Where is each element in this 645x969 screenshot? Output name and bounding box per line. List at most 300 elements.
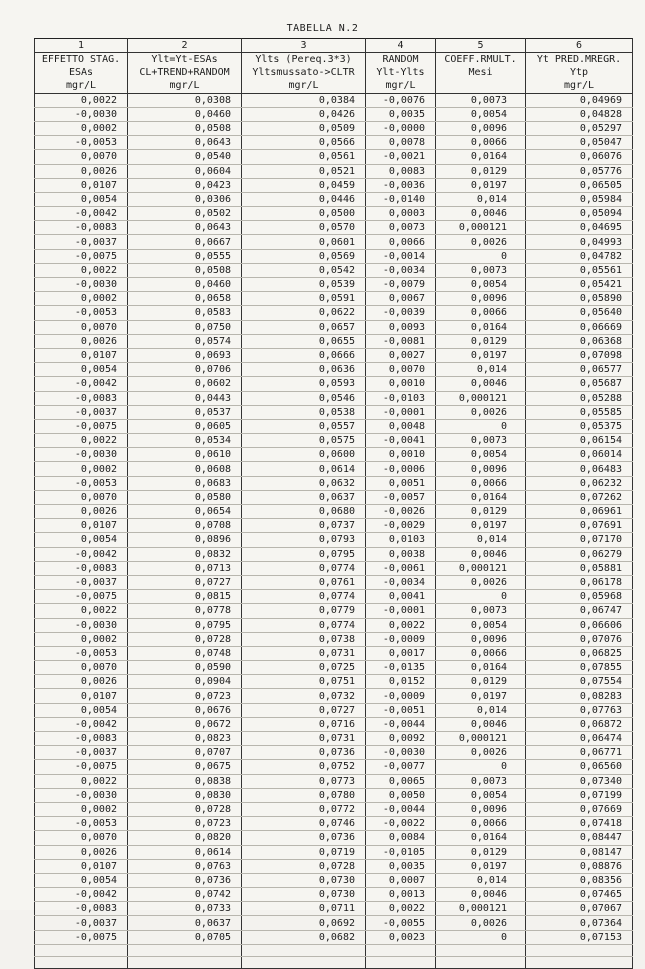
table-cell: 0,0540 (128, 150, 242, 164)
table-cell: 0,0693 (128, 348, 242, 362)
table-cell: 0,0002 (35, 121, 128, 135)
table-cell: 0,07554 (526, 675, 633, 689)
table-cell: 0,07153 (526, 930, 633, 944)
table-cell: 0,0026 (35, 675, 128, 689)
table-cell: -0,0061 (366, 561, 436, 575)
table-cell: 0,06961 (526, 505, 633, 519)
table-row (35, 831, 633, 845)
table-cell: 0,0026 (35, 845, 128, 859)
table-row (35, 334, 633, 348)
table-cell: 0,0026 (436, 916, 526, 930)
table-cell: 0,0197 (436, 859, 526, 873)
table-cell: 0,0022 (366, 902, 436, 916)
table-cell: 0,0054 (436, 788, 526, 802)
table-cell: 0,04993 (526, 235, 633, 249)
table-cell: 0,05094 (526, 207, 633, 221)
table-row (35, 817, 633, 831)
table-cell: 0,05687 (526, 377, 633, 391)
table-cell: 0,0590 (128, 661, 242, 675)
table-cell: 0,0566 (242, 136, 366, 150)
table-cell: -0,0030 (366, 746, 436, 760)
table-row (35, 263, 633, 277)
column-header: EFFETTO STAG. (35, 53, 128, 67)
table-cell: -0,0053 (35, 136, 128, 150)
column-unit: mgr/L (366, 79, 436, 93)
table-cell: 0,0073 (436, 434, 526, 448)
table-cell: 0,0632 (242, 476, 366, 490)
table-cell: 0,0711 (242, 902, 366, 916)
table-cell: -0,0037 (35, 916, 128, 930)
table-cell: 0,0708 (128, 519, 242, 533)
table-cell: 0,0054 (35, 363, 128, 377)
table-cell: 0,0164 (436, 490, 526, 504)
table-cell: -0,0083 (35, 732, 128, 746)
column-number: 3 (242, 39, 366, 53)
table-cell: 0,0107 (35, 689, 128, 703)
table-cell: -0,0051 (366, 703, 436, 717)
table-cell: 0,0197 (436, 178, 526, 192)
column-subheader-row (35, 66, 633, 79)
table-cell: 0,07465 (526, 888, 633, 902)
table-cell: -0,0053 (35, 306, 128, 320)
table-cell: -0,0042 (35, 717, 128, 731)
table-row (35, 405, 633, 419)
table-cell: 0,0152 (366, 675, 436, 689)
table-row (35, 150, 633, 164)
table-cell: 0,014 (436, 363, 526, 377)
table-cell: 0,04782 (526, 249, 633, 263)
table-cell: 0,0637 (128, 916, 242, 930)
table-cell: -0,0053 (35, 817, 128, 831)
table-cell: 0,0023 (366, 930, 436, 944)
table-cell: 0,0557 (242, 419, 366, 433)
table-cell: 0,0073 (436, 774, 526, 788)
table-cell: -0,0021 (366, 150, 436, 164)
table-cell: 0,000121 (436, 732, 526, 746)
table-cell: 0,0066 (436, 646, 526, 660)
table-cell: 0,0460 (128, 278, 242, 292)
table-cell: -0,0041 (366, 434, 436, 448)
column-header-row (35, 53, 633, 67)
column-subheader: Yltsmussato->CLTR (242, 66, 366, 79)
table-cell: -0,0030 (35, 618, 128, 632)
table-cell: 0,0002 (35, 632, 128, 646)
table-cell: 0,0601 (242, 235, 366, 249)
table-cell: -0,0034 (366, 263, 436, 277)
table-cell: 0,0725 (242, 661, 366, 675)
table-cell: 0,0675 (128, 760, 242, 774)
table-row (35, 207, 633, 221)
table-cell: 0,0672 (128, 717, 242, 731)
column-number: 5 (436, 39, 526, 53)
table-cell: 0,06178 (526, 575, 633, 589)
table-cell: 0,0727 (242, 703, 366, 717)
table-cell: 0,0054 (35, 192, 128, 206)
table-cell: -0,0037 (35, 235, 128, 249)
table-cell: 0,0197 (436, 348, 526, 362)
table-cell: -0,0077 (366, 760, 436, 774)
column-number-row (35, 39, 633, 53)
table-cell: -0,0030 (35, 448, 128, 462)
table-row (35, 249, 633, 263)
empty-cell (526, 956, 633, 968)
table-cell: -0,0053 (35, 476, 128, 490)
table-cell: 0,0680 (242, 505, 366, 519)
empty-cell (242, 956, 366, 968)
column-header: RANDOM (366, 53, 436, 67)
table-row (35, 434, 633, 448)
table-row (35, 533, 633, 547)
table-cell: 0,0050 (366, 788, 436, 802)
table-cell: 0,0752 (242, 760, 366, 774)
table-cell: 0,0502 (128, 207, 242, 221)
table-cell: -0,0083 (35, 221, 128, 235)
table-cell: -0,0000 (366, 121, 436, 135)
table-cell: 0,07418 (526, 817, 633, 831)
table-cell: 0,06368 (526, 334, 633, 348)
table-cell: 0,0732 (242, 689, 366, 703)
table-cell: -0,0044 (366, 717, 436, 731)
table-cell: -0,0009 (366, 632, 436, 646)
table-cell: 0,0733 (128, 902, 242, 916)
table-cell: 0,05776 (526, 164, 633, 178)
table-row (35, 192, 633, 206)
table-cell: 0,0107 (35, 348, 128, 362)
table-cell: 0,0608 (128, 462, 242, 476)
table-cell: 0,0737 (242, 519, 366, 533)
table-cell: 0,0604 (128, 164, 242, 178)
table-cell: 0,07691 (526, 519, 633, 533)
table-row (35, 859, 633, 873)
table-cell: 0,0793 (242, 533, 366, 547)
table-cell: -0,0075 (35, 930, 128, 944)
table-cell: 0,0561 (242, 150, 366, 164)
empty-cell (242, 944, 366, 956)
column-unit-row (35, 79, 633, 93)
table-cell: 0,0830 (128, 788, 242, 802)
table-cell: 0,0035 (366, 859, 436, 873)
table-cell: -0,0036 (366, 178, 436, 192)
table-cell: 0,0096 (436, 462, 526, 476)
table-cell: 0,06279 (526, 547, 633, 561)
table-row (35, 632, 633, 646)
table-cell: 0,0820 (128, 831, 242, 845)
table-cell: 0,0022 (35, 604, 128, 618)
table-cell: 0,0070 (35, 490, 128, 504)
table-cell: 0,0795 (242, 547, 366, 561)
table-cell: 0,0667 (128, 235, 242, 249)
table-cell: 0,0066 (436, 476, 526, 490)
table-row (35, 788, 633, 802)
table-cell: 0,07340 (526, 774, 633, 788)
data-table (34, 38, 633, 969)
table-cell: 0,0508 (128, 263, 242, 277)
table-cell: -0,0053 (35, 646, 128, 660)
table-cell: 0,0773 (242, 774, 366, 788)
table-cell: -0,0055 (366, 916, 436, 930)
table-cell: 0 (436, 760, 526, 774)
table-cell: -0,0037 (35, 575, 128, 589)
table-cell: 0 (436, 419, 526, 433)
table-row (35, 93, 633, 107)
table-cell: 0,0643 (128, 136, 242, 150)
table-cell: 0,0637 (242, 490, 366, 504)
table-cell: 0,0096 (436, 292, 526, 306)
table-cell: 0,0716 (242, 717, 366, 731)
table-cell: 0,04828 (526, 107, 633, 121)
table-cell: -0,0042 (35, 377, 128, 391)
table-cell: 0,0542 (242, 263, 366, 277)
table-cell: 0,0666 (242, 348, 366, 362)
table-cell: 0,05968 (526, 590, 633, 604)
table-cell: 0,000121 (436, 391, 526, 405)
table-cell: 0,07364 (526, 916, 633, 930)
table-cell: 0,07067 (526, 902, 633, 916)
column-number: 4 (366, 39, 436, 53)
table-cell: 0,0164 (436, 831, 526, 845)
table-cell: 0,0306 (128, 192, 242, 206)
table-cell: -0,0014 (366, 249, 436, 263)
table-cell: 0,0002 (35, 802, 128, 816)
table-cell: 0,0459 (242, 178, 366, 192)
table-cell: -0,0022 (366, 817, 436, 831)
empty-cell (35, 944, 128, 956)
table-cell: 0,0538 (242, 405, 366, 419)
table-cell: 0,05047 (526, 136, 633, 150)
table-row (35, 845, 633, 859)
table-cell: 0,07855 (526, 661, 633, 675)
table-cell: -0,0057 (366, 490, 436, 504)
table-cell: -0,0103 (366, 391, 436, 405)
table-row (35, 121, 633, 135)
table-cell: 0,0534 (128, 434, 242, 448)
table-cell: 0,0655 (242, 334, 366, 348)
table-cell: 0,014 (436, 533, 526, 547)
table-cell: 0,0048 (366, 419, 436, 433)
table-cell: 0,0096 (436, 632, 526, 646)
empty-cell (366, 956, 436, 968)
table-cell: 0,0738 (242, 632, 366, 646)
table-cell: 0,0751 (242, 675, 366, 689)
table-cell: 0,0067 (366, 292, 436, 306)
table-cell: 0,0780 (242, 788, 366, 802)
table-cell: 0,05561 (526, 263, 633, 277)
table-cell: 0,0070 (35, 831, 128, 845)
table-cell: 0,08283 (526, 689, 633, 703)
table-cell: 0,0073 (436, 93, 526, 107)
table-cell: 0,0778 (128, 604, 242, 618)
table-cell: 0,0103 (366, 533, 436, 547)
table-cell: -0,0083 (35, 391, 128, 405)
table-cell: 0,06669 (526, 320, 633, 334)
table-cell: 0,0107 (35, 859, 128, 873)
table-cell: -0,0037 (35, 405, 128, 419)
table-cell: 0,0508 (128, 121, 242, 135)
table-cell: 0,0602 (128, 377, 242, 391)
table-cell: 0,06474 (526, 732, 633, 746)
table-cell: 0,0073 (436, 604, 526, 618)
table-row (35, 462, 633, 476)
table-cell: 0,0010 (366, 448, 436, 462)
table-row (35, 348, 633, 362)
table-cell: 0,0308 (128, 93, 242, 107)
table-cell: 0,0713 (128, 561, 242, 575)
table-row (35, 561, 633, 575)
table-cell: 0,0605 (128, 419, 242, 433)
table-cell: 0,06076 (526, 150, 633, 164)
table-row (35, 717, 633, 731)
table-cell: -0,0135 (366, 661, 436, 675)
table-cell: 0,0070 (366, 363, 436, 377)
table-cell: -0,0042 (35, 547, 128, 561)
table-cell: 0,0574 (128, 334, 242, 348)
table-cell: 0,0719 (242, 845, 366, 859)
table-cell: 0,08876 (526, 859, 633, 873)
table-cell: 0,07170 (526, 533, 633, 547)
table-cell: 0,000121 (436, 221, 526, 235)
table-cell: 0,0066 (366, 235, 436, 249)
table-cell: 0,06747 (526, 604, 633, 618)
table-cell: 0,0539 (242, 278, 366, 292)
table-cell: 0,0073 (436, 263, 526, 277)
table-cell: 0,0013 (366, 888, 436, 902)
table-cell: 0,0772 (242, 802, 366, 816)
table-row (35, 547, 633, 561)
table-cell: 0,0129 (436, 164, 526, 178)
table-row (35, 760, 633, 774)
table-cell: 0,0065 (366, 774, 436, 788)
table-cell: 0,0129 (436, 334, 526, 348)
table-cell: -0,0075 (35, 590, 128, 604)
table-cell: 0,0746 (242, 817, 366, 831)
table-row (35, 802, 633, 816)
column-unit: mgr/L (242, 79, 366, 93)
table-row (35, 505, 633, 519)
empty-cell (436, 956, 526, 968)
table-cell: 0,0054 (436, 107, 526, 121)
table-cell: 0,0736 (128, 873, 242, 887)
table-cell: 0,0035 (366, 107, 436, 121)
table-row (35, 689, 633, 703)
table-cell: 0,0742 (128, 888, 242, 902)
empty-cell (526, 944, 633, 956)
table-row (35, 292, 633, 306)
column-unit: mgr/L (128, 79, 242, 93)
table-cell: 0,0026 (436, 405, 526, 419)
table-cell: 0,05890 (526, 292, 633, 306)
table-row (35, 221, 633, 235)
table-row (35, 448, 633, 462)
table-row (35, 178, 633, 192)
table-cell: 0,0046 (436, 377, 526, 391)
table-cell: 0,0728 (128, 802, 242, 816)
table-cell: 0,0832 (128, 547, 242, 561)
table-row (35, 703, 633, 717)
table-cell: 0,0070 (35, 320, 128, 334)
column-unit: mgr/L (35, 79, 128, 93)
table-cell: 0,0774 (242, 590, 366, 604)
table-cell: 0,08356 (526, 873, 633, 887)
table-cell: 0,06483 (526, 462, 633, 476)
empty-cell (128, 944, 242, 956)
table-row (35, 646, 633, 660)
table-cell: 0,0610 (128, 448, 242, 462)
table-cell: 0,0575 (242, 434, 366, 448)
table-cell: 0,0636 (242, 363, 366, 377)
table-cell: 0,0066 (436, 306, 526, 320)
empty-cell (128, 956, 242, 968)
table-cell: -0,0076 (366, 93, 436, 107)
table-cell: 0,0583 (128, 306, 242, 320)
column-header: Yt PRED.MREGR. (526, 53, 633, 67)
table-cell: 0,0774 (242, 561, 366, 575)
table-cell: 0,0426 (242, 107, 366, 121)
table-cell: 0,0007 (366, 873, 436, 887)
table-cell: 0,06872 (526, 717, 633, 731)
table-cell: 0,0774 (242, 618, 366, 632)
table-cell: -0,0042 (35, 888, 128, 902)
table-cell: 0,05297 (526, 121, 633, 135)
table-cell: 0,0197 (436, 519, 526, 533)
table-cell: 0,0570 (242, 221, 366, 235)
table-cell: 0,06505 (526, 178, 633, 192)
table-row (35, 916, 633, 930)
table-row (35, 377, 633, 391)
table-cell: 0,0070 (35, 661, 128, 675)
table-cell: 0,0593 (242, 377, 366, 391)
empty-cell (366, 944, 436, 956)
table-cell: -0,0001 (366, 405, 436, 419)
table-row (35, 136, 633, 150)
table-cell: 0,0460 (128, 107, 242, 121)
table-cell: -0,0001 (366, 604, 436, 618)
table-cell: 0,07669 (526, 802, 633, 816)
table-cell: 0,0509 (242, 121, 366, 135)
table-cell: -0,0083 (35, 561, 128, 575)
table-cell: -0,0037 (35, 746, 128, 760)
table-cell: -0,0030 (35, 107, 128, 121)
table-cell: 0,0027 (366, 348, 436, 362)
table-row (35, 675, 633, 689)
table-cell: 0,0026 (436, 746, 526, 760)
empty-cell (436, 944, 526, 956)
table-cell: 0,0580 (128, 490, 242, 504)
table-cell: 0,0761 (242, 575, 366, 589)
table-row (35, 306, 633, 320)
table-cell: -0,0044 (366, 802, 436, 816)
table-cell: 0,0654 (128, 505, 242, 519)
table-cell: 0,0731 (242, 646, 366, 660)
column-subheader: Ylt-Ylts (366, 66, 436, 79)
table-cell: 0,0384 (242, 93, 366, 107)
table-cell: 0,0823 (128, 732, 242, 746)
table-cell: 0 (436, 930, 526, 944)
table-row (35, 519, 633, 533)
table-cell: 0,05881 (526, 561, 633, 575)
table-cell: 0,05640 (526, 306, 633, 320)
table-cell: 0,08147 (526, 845, 633, 859)
table-cell: -0,0075 (35, 249, 128, 263)
table-cell: 0,0084 (366, 831, 436, 845)
table-cell: 0,0657 (242, 320, 366, 334)
table-row (35, 888, 633, 902)
table-cell: 0,0683 (128, 476, 242, 490)
table-cell: 0,06825 (526, 646, 633, 660)
table-row (35, 278, 633, 292)
table-cell: 0,0022 (35, 263, 128, 277)
table-cell: 0,0010 (366, 377, 436, 391)
table-cell: 0,0731 (242, 732, 366, 746)
